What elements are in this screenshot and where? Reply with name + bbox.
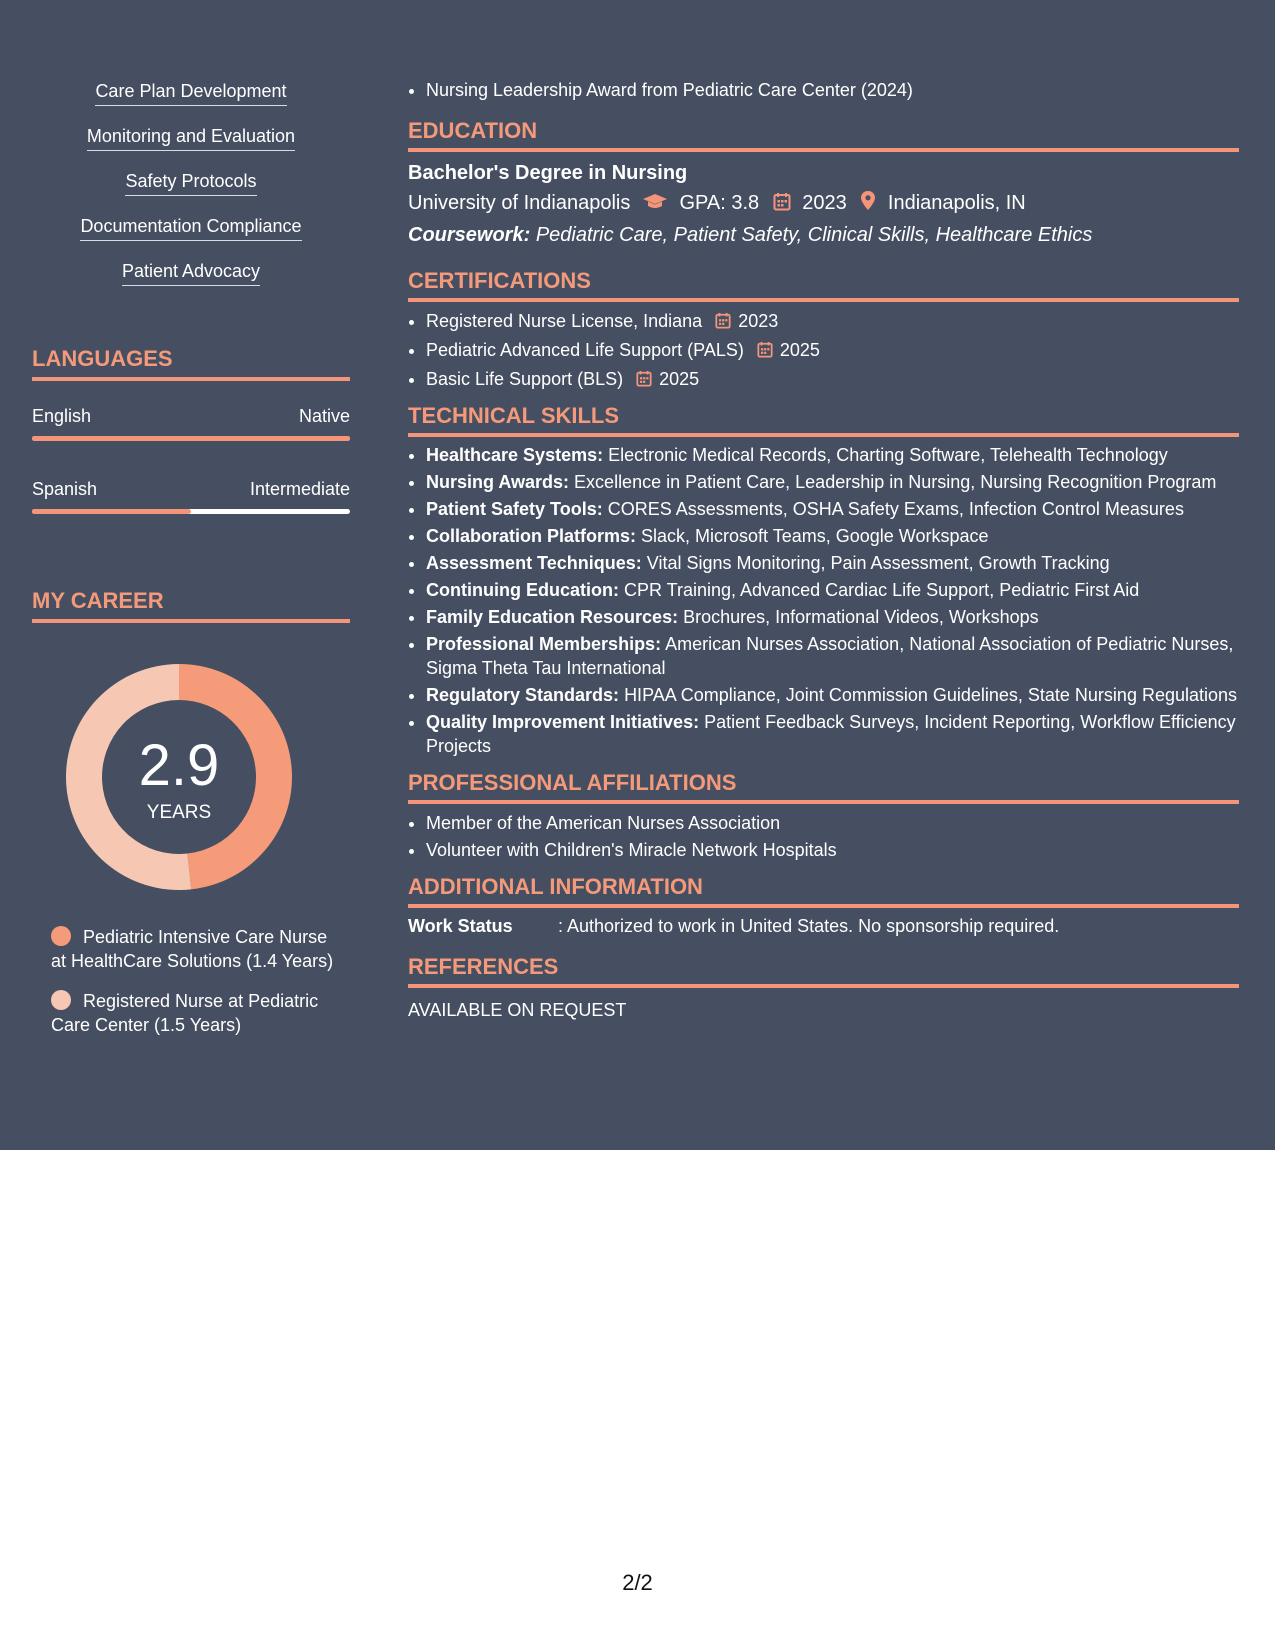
school-location: Indianapolis, IN bbox=[887, 192, 1026, 214]
language-level: Intermediate bbox=[249, 479, 350, 499]
career-legend-item bbox=[51, 989, 341, 1037]
career-heading: MY CAREER bbox=[32, 588, 350, 623]
language-bar bbox=[32, 509, 350, 514]
certification-name: Basic Life Support (BLS) bbox=[426, 369, 624, 389]
references-heading: REFERENCES bbox=[408, 954, 1239, 988]
technical-skill-item bbox=[426, 497, 1239, 521]
technical-skill-item bbox=[426, 605, 1239, 629]
education-meta bbox=[408, 188, 1239, 220]
page-number: 2/2 bbox=[622, 1570, 653, 1595]
affiliations-list bbox=[408, 810, 1239, 864]
gpa: GPA: 3.8 bbox=[679, 192, 760, 214]
location-pin-icon bbox=[860, 190, 876, 220]
technical-skill-text: CORES Assessments, OSHA Safety Exams, Infection Control Measures bbox=[607, 499, 1184, 519]
technical-skill-label: Family Education Resources: bbox=[426, 607, 679, 627]
legend-dot-icon bbox=[51, 926, 71, 946]
technical-skill-label: Professional Memberships: bbox=[426, 634, 662, 654]
references-text: AVAILABLE ON REQUEST bbox=[408, 1000, 627, 1020]
affiliations-heading: PROFESSIONAL AFFILIATIONS bbox=[408, 770, 1239, 804]
coursework-text: Pediatric Care, Patient Safety, Clinical Skills, Healthcare Ethics bbox=[535, 224, 1093, 246]
certification-item bbox=[426, 366, 1239, 395]
graduation-year: 2023 bbox=[802, 192, 847, 214]
technical-skill-label: Collaboration Platforms: bbox=[426, 526, 637, 546]
technical-skill-text: Vital Signs Monitoring, Pain Assessment, Growth Tracking bbox=[646, 553, 1110, 573]
career-total-unit: YEARS bbox=[146, 802, 212, 823]
technical-skill-text: Brochures, Informational Videos, Workshops bbox=[683, 607, 1039, 627]
award-item: • Nursing Leadership Award from Pediatric Care Center (2024) bbox=[426, 78, 1239, 102]
career-section bbox=[32, 588, 350, 623]
technical-skill-text: American Nurses Association, National Association of Pediatric Nurses, Sigma Theta Tau International bbox=[426, 634, 1234, 678]
graduation-cap-icon bbox=[642, 190, 668, 220]
technical-skill-text: Electronic Medical Records, Charting Software, Telehealth Technology bbox=[608, 445, 1168, 465]
career-legend-item bbox=[51, 925, 341, 973]
technical-skill-item bbox=[426, 470, 1239, 494]
career-total-years: 2.9 bbox=[138, 733, 220, 798]
technical-skill-label: Quality Improvement Initiatives: bbox=[426, 712, 700, 732]
certification-year: 2023 bbox=[738, 311, 779, 331]
sidebar bbox=[32, 80, 350, 1035]
calendar-icon bbox=[715, 310, 731, 337]
skills-list bbox=[32, 80, 350, 305]
skill-tag: Documentation Compliance bbox=[80, 215, 301, 241]
skill-tag: Monitoring and Evaluation bbox=[87, 125, 295, 151]
technical-skill-text: Slack, Microsoft Teams, Google Workspace bbox=[641, 526, 989, 546]
language-item bbox=[32, 478, 350, 514]
skill-tag: Patient Advocacy bbox=[122, 260, 260, 286]
coursework bbox=[408, 220, 1239, 250]
technical-skill-item bbox=[426, 683, 1239, 707]
skill-tag: Safety Protocols bbox=[125, 170, 256, 196]
work-status-row bbox=[408, 914, 1239, 938]
technical-skill-text: Patient Feedback Surveys, Incident Reporting, Workflow Efficiency Projects bbox=[426, 712, 1236, 756]
career-legend-label: Pediatric Intensive Care Nurse at HealthCare Solutions (1.4 Years) bbox=[51, 927, 334, 971]
technical-skill-label: Healthcare Systems: bbox=[426, 445, 604, 465]
technical-skill-label: Regulatory Standards: bbox=[426, 685, 620, 705]
career-donut-chart bbox=[66, 664, 292, 890]
languages-heading: LANGUAGES bbox=[32, 346, 350, 381]
technical-skill-item bbox=[426, 524, 1239, 548]
technical-skill-item bbox=[426, 578, 1239, 602]
awards-list bbox=[408, 78, 1239, 102]
technical-skill-item bbox=[426, 443, 1239, 467]
technical-skill-text: CPR Training, Advanced Cardiac Life Support, Pediatric First Aid bbox=[623, 580, 1140, 600]
technical-skill-label: Assessment Techniques: bbox=[426, 553, 642, 573]
technical-skills-list bbox=[408, 443, 1239, 758]
work-status-label: Work Status bbox=[408, 916, 513, 936]
languages-section bbox=[32, 346, 350, 514]
language-bar-fill bbox=[32, 509, 191, 514]
main-column bbox=[408, 78, 1239, 1022]
skill-tag: Care Plan Development bbox=[95, 80, 286, 106]
education-entry bbox=[408, 160, 1239, 250]
technical-skill-item bbox=[426, 710, 1239, 758]
technical-skill-label: Nursing Awards: bbox=[426, 472, 570, 492]
education-heading: EDUCATION bbox=[408, 118, 1239, 152]
career-legend-label: Registered Nurse at Pediatric Care Center (1.5 Years) bbox=[51, 991, 319, 1035]
language-bar-fill bbox=[32, 436, 350, 441]
calendar-icon bbox=[757, 339, 773, 366]
language-item bbox=[32, 405, 350, 441]
certification-item bbox=[426, 337, 1239, 366]
technical-skill-item bbox=[426, 632, 1239, 680]
technical-skills-heading: TECHNICAL SKILLS bbox=[408, 403, 1239, 437]
calendar-icon bbox=[773, 190, 791, 220]
language-level: Native bbox=[298, 406, 350, 426]
technical-skill-item bbox=[426, 551, 1239, 575]
technical-skill-text: HIPAA Compliance, Joint Commission Guidelines, State Nursing Regulations bbox=[624, 685, 1238, 705]
certification-year: 2025 bbox=[779, 340, 820, 360]
coursework-label: Coursework: bbox=[408, 224, 531, 246]
affiliation-item: • Volunteer with Children's Miracle Network Hospitals bbox=[426, 837, 1239, 864]
career-legend bbox=[51, 925, 341, 1053]
certifications-list bbox=[408, 308, 1239, 395]
degree-title: Bachelor's Degree in Nursing bbox=[408, 162, 688, 184]
technical-skill-text: Excellence in Patient Care, Leadership in Nursing, Nursing Recognition Program bbox=[574, 472, 1217, 492]
legend-dot-icon bbox=[51, 990, 71, 1010]
certification-name: Pediatric Advanced Life Support (PALS) bbox=[426, 340, 744, 360]
technical-skill-label: Patient Safety Tools: bbox=[426, 499, 603, 519]
language-name: English bbox=[32, 406, 92, 426]
technical-skill-label: Continuing Education: bbox=[426, 580, 619, 600]
affiliation-item: • Member of the American Nurses Association bbox=[426, 810, 1239, 837]
certification-name: Registered Nurse License, Indiana bbox=[426, 311, 703, 331]
language-bar bbox=[32, 436, 350, 441]
additional-info-heading: ADDITIONAL INFORMATION bbox=[408, 874, 1239, 908]
language-name: Spanish bbox=[32, 479, 98, 499]
calendar-icon bbox=[636, 368, 652, 395]
certifications-heading: CERTIFICATIONS bbox=[408, 268, 1239, 302]
certification-year: 2025 bbox=[659, 369, 700, 389]
school-name: University of Indianapolis bbox=[408, 192, 631, 214]
certification-item bbox=[426, 308, 1239, 337]
work-status-text: : Authorized to work in United States. No sponsorship required. bbox=[558, 916, 1060, 936]
